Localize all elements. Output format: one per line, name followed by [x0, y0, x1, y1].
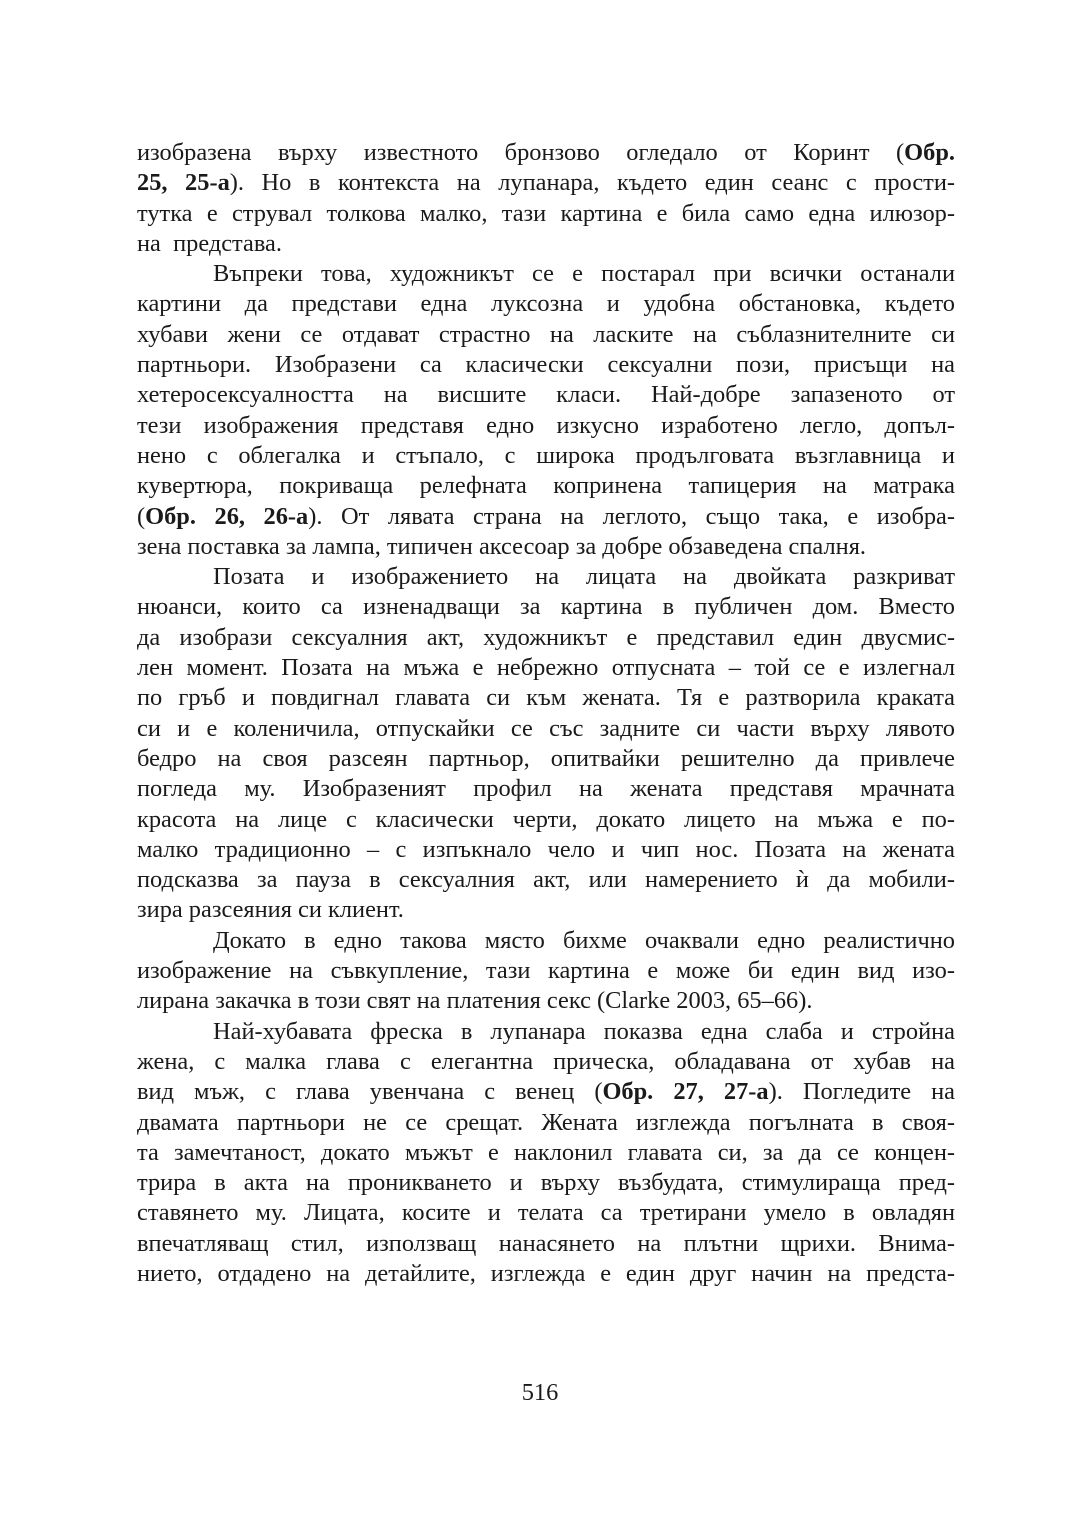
text-segment: тутка е струвал толкова малко, тази картина е била само една илюзор-	[137, 199, 955, 227]
text-line	[137, 805, 955, 835]
text-segment: малко традиционно – с изпъкнало чело и чип нос. Позата на жената	[137, 835, 955, 863]
text-line	[137, 865, 955, 895]
text-line	[137, 320, 955, 350]
text-segment: бедро на своя разсеян партньор, опитвайки решително да привлече	[137, 744, 955, 772]
text-line	[137, 138, 955, 168]
text-line	[137, 350, 955, 380]
text-segment: ). От лявата страна на леглото, също така, е изобра-	[308, 502, 955, 530]
text-segment: партньори. Изобразени са класически сексуални пози, присъщи на	[137, 351, 955, 379]
text-line	[137, 1077, 955, 1107]
page-number: 516	[521, 1379, 559, 1406]
text-line	[137, 441, 955, 471]
page-body	[137, 138, 955, 1289]
text-segment: си и е коленичила, отпускайки се със задните си части върху лявото	[137, 714, 955, 742]
text-segment: подсказва за пауза в сексуалния акт, или намерението ѝ да мобили-	[137, 866, 955, 894]
text-segment: Най-хубавата фреска в лупанара показва една слаба и стройна	[213, 1017, 955, 1045]
text-line	[137, 714, 955, 744]
text-line	[137, 411, 955, 441]
paragraph	[137, 926, 955, 1017]
text-line	[137, 774, 955, 804]
text-segment: на представа.	[137, 229, 282, 257]
text-segment: нено с облегалка и стъпало, с широка продълговата възглавница и	[137, 441, 955, 469]
text-segment: картини да представи една луксозна и удобна обстановка, където	[137, 290, 955, 318]
text-line	[137, 1138, 955, 1168]
text-line	[137, 653, 955, 683]
text-segment: вид мъж, с глава увенчана с венец (	[137, 1078, 603, 1106]
text-segment: Позата и изображението на лицата на двойката разкриват	[213, 563, 955, 591]
text-segment: жена, с малка глава с елегантна прическа, обладавана от хубав на	[137, 1047, 955, 1075]
paragraph	[137, 259, 955, 562]
text-line	[137, 986, 955, 1016]
text-line	[137, 683, 955, 713]
text-segment: Въпреки това, художникът се е постарал при всички останали	[213, 260, 955, 288]
text-segment: зена поставка за лампа, типичен аксесоар за добре обзаведена спалня.	[137, 532, 867, 560]
text-line	[137, 199, 955, 229]
text-segment: нюанси, които са изненадващи за картина в публичен дом. Вместо	[137, 593, 955, 621]
figure-reference: Обр. 27, 27-а	[602, 1078, 769, 1106]
paragraph	[137, 1017, 955, 1290]
text-segment: красота на лице с класически черти, докато лицето на мъжа е по-	[137, 805, 955, 833]
text-segment: ). Погледите на	[768, 1078, 955, 1106]
text-segment: хетеросексуалността на висшите класи. Най-добре запазеното от	[137, 381, 955, 409]
text-segment: Докато в едно такова място бихме очаквали едно реалистично	[213, 926, 955, 954]
text-line	[137, 532, 955, 562]
text-line	[137, 1198, 955, 1228]
text-line	[137, 289, 955, 319]
text-line	[137, 895, 955, 925]
text-segment: изобразена върху известното бронзово огледало от Коринт (	[137, 139, 905, 166]
paragraph	[137, 562, 955, 926]
text-segment: ставянето му. Лицата, косите и телата са третирани умело в овладян	[137, 1199, 955, 1227]
text-segment: да изобрази сексуалния акт, художникът е представил един двусмис-	[137, 623, 955, 651]
text-segment: зира разсеяния си клиент.	[137, 896, 404, 924]
text-line	[137, 471, 955, 501]
text-segment: тези изображения представя едно изкусно изработено легло, допъл-	[137, 411, 955, 439]
text-segment: лирана закачка в този свят на платения секс (Clarke 2003, 65–66).	[137, 987, 813, 1015]
text-line	[137, 1229, 955, 1259]
figure-reference: 25, 25-а	[137, 169, 230, 197]
text-line	[137, 1017, 955, 1047]
text-line	[137, 835, 955, 865]
text-line	[137, 623, 955, 653]
text-segment: трира в акта на проникването и върху възбудата, стимулираща пред-	[137, 1169, 955, 1197]
text-segment: хубави жени се отдават страстно на ласките на съблазнителните си	[137, 320, 955, 348]
text-line	[137, 502, 955, 532]
text-line	[137, 592, 955, 622]
text-line	[137, 259, 955, 289]
text-segment: впечатляващ стил, използващ нанасянето на плътни щрихи. Внима-	[137, 1229, 955, 1257]
text-segment: лен момент. Позата на мъжа е небрежно отпусната – той се е излегнал	[137, 654, 955, 682]
text-line	[137, 562, 955, 592]
text-line	[137, 168, 955, 198]
text-segment: ). Но в контекста на лупанара, където един сеанс с прости-	[229, 169, 955, 197]
text-segment: двамата партньори не се срещат. Жената изглежда погълната в своя-	[137, 1108, 955, 1136]
figure-reference: Обр.	[904, 139, 955, 166]
paragraph	[137, 138, 955, 259]
text-line	[137, 1047, 955, 1077]
text-line	[137, 229, 955, 259]
text-line	[137, 956, 955, 986]
text-segment: кувертюра, покриваща релефната копринена тапицерия на матрака	[137, 472, 955, 500]
text-line	[137, 744, 955, 774]
text-line	[137, 380, 955, 410]
text-segment: изображение на съвкупление, тази картина е може би един вид изо-	[137, 957, 955, 985]
text-segment: (	[137, 502, 146, 530]
text-segment: нието, отдадено на детайлите, изглежда е един друг начин на предста-	[137, 1259, 955, 1287]
text-segment: та замечтаност, докато мъжът е наклонил главата си, за да се концен-	[137, 1138, 955, 1166]
text-segment: погледа му. Изобразеният профил на жената представя мрачната	[137, 775, 955, 803]
figure-reference: Обр. 26, 26-а	[145, 502, 309, 530]
text-line	[137, 1108, 955, 1138]
text-line	[137, 926, 955, 956]
text-line	[137, 1168, 955, 1198]
text-line	[137, 1259, 955, 1289]
text-segment: по гръб и повдигнал главата си към жената. Тя е разтворила краката	[137, 684, 955, 712]
